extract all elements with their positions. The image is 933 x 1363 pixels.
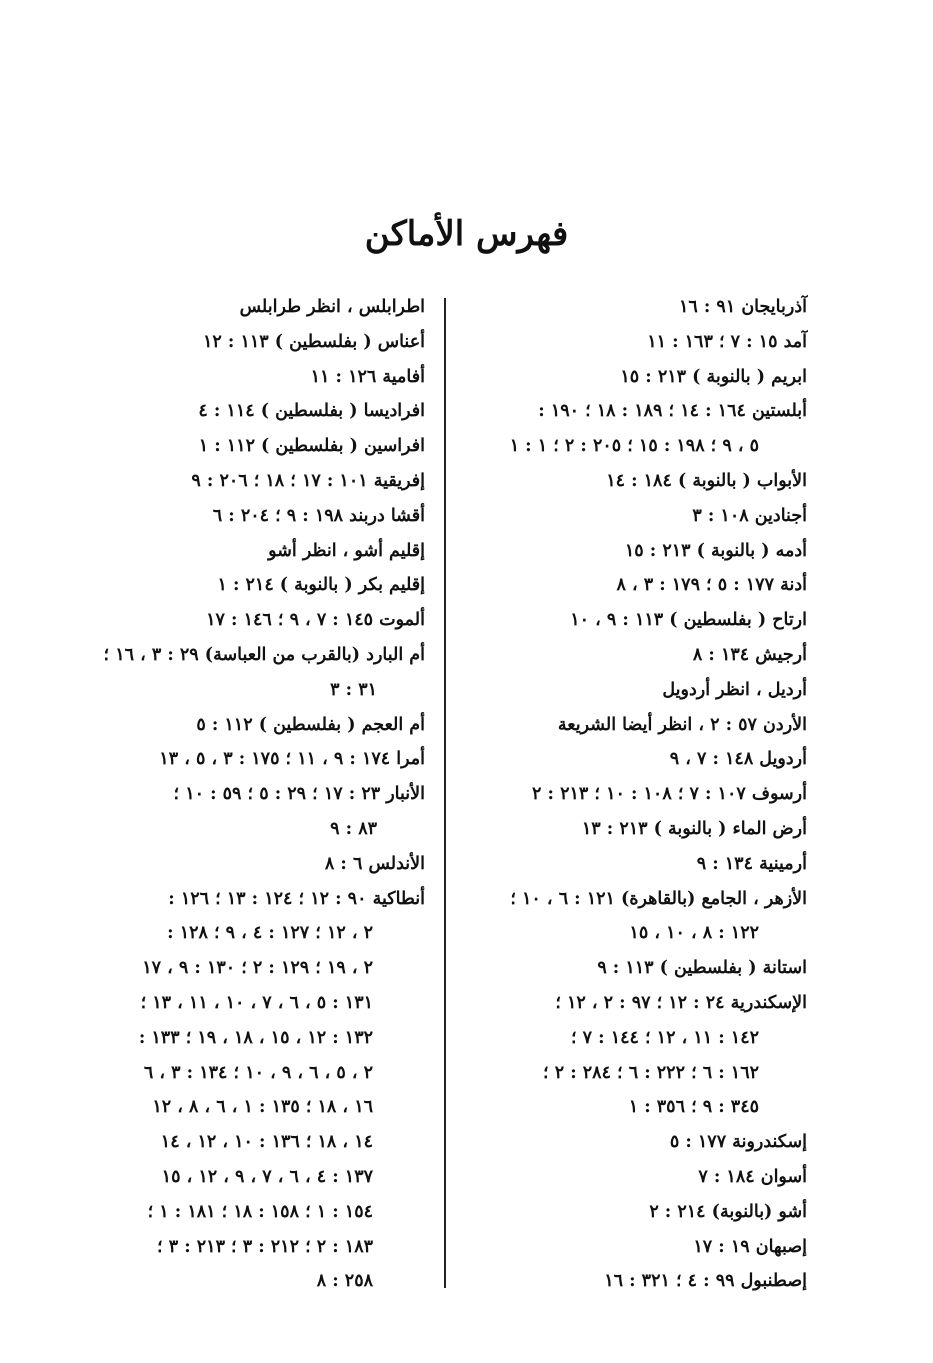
index-entry: الأنبار ٢٣ : ١٧ ؛ ٢٩ : ٥ ؛ ٥٩ : ١٠ ؛	[173, 784, 425, 805]
index-entry: أرسوف ١٠٧ : ٧ ؛ ١٠٨ : ١٠ ؛ ٢١٣ : ٢	[532, 784, 807, 805]
index-entry-continuation: ١٣١ : ٥ ، ٦ ، ٧ ، ١٠ ، ١١ ، ١٣ ؛	[140, 992, 373, 1013]
index-entry-continuation: ١٨٣ : ٢ ؛ ٢١٢ : ٣ ؛ ٢١٣ : ٣ ؛	[157, 1236, 373, 1257]
index-entry-continuation: ١٦٢ : ٦ ؛ ٢٢٢ : ٦ ؛ ٢٨٤ : ٢ ؛	[543, 1062, 759, 1083]
index-entry: أنطاكية ٩٠ : ١٢ ؛ ١٢٤ : ١٣ ؛ ١٢٦ :	[168, 888, 425, 909]
index-entry: أدنة ١٧٧ : ٥ ؛ ١٧٩ : ٣ ، ٨	[616, 575, 807, 596]
index-entry: إسكندرونة ١٧٧ : ٥	[669, 1132, 807, 1153]
index-entry: إصبهان ١٩ : ١٧	[693, 1236, 807, 1257]
index-entry: إقليم بكر ( بالنوبة ) ٢١٤ : ١	[217, 575, 425, 596]
index-entry: آذربايجان ٩١ : ١٦	[678, 297, 807, 317]
index-entry: افراديسا ( بفلسطين ) ١١٤ : ٤	[198, 401, 425, 422]
index-entry: أرجيش ١٣٤ : ٨	[692, 644, 807, 665]
index-entry-continuation: ٢٥٨ : ٨	[316, 1271, 373, 1292]
index-entry: إفريقية ١٠١ : ١٧ ؛ ١٨ ؛ ٢٠٦ : ٩	[191, 470, 425, 491]
index-entry-continuation: ١٣٧ : ٤ ، ٦ ، ٧ ، ٩ ، ١٢ ، ١٥	[161, 1166, 373, 1187]
index-entry: أفامية ١٢٦ : ١١	[310, 366, 425, 387]
index-entry: الأندلس ٦ : ٨	[324, 853, 425, 874]
index-entry: الأردن ٥٧ : ٢ ، انظر أيضا الشريعة	[557, 714, 807, 735]
index-entry: أبلستين ١٦٤ : ١٤ ؛ ١٨٩ : ١٨ ؛ ١٩٠ :	[538, 401, 807, 422]
index-entry: ابريم ( بالنوبة ) ٢١٣ : ١٥	[620, 366, 807, 387]
index-entry: أمرا ١٧٤ : ٩ ، ١١ ؛ ١٧٥ : ٣ ، ٥ ، ١٣	[159, 749, 425, 770]
index-entry-continuation: ١٣٢ : ١٢ ، ١٥ ، ١٨ ، ١٩ ؛ ١٣٣ :	[138, 1027, 373, 1048]
index-entry: آمد ١٥ : ٧ ؛ ١٦٣ : ١١	[647, 331, 807, 352]
index-column-left	[0, 290, 425, 1299]
index-entry-continuation: ١٥٤ : ١ ؛ ١٥٨ : ١٨ ؛ ١٨١ : ١ ؛	[147, 1201, 373, 1222]
index-entry-continuation: ٢ ، ٥ ، ٦ ، ٩ ، ١٠ ؛ ١٣٤ : ٣ ، ٦	[143, 1062, 373, 1083]
index-entry: أرض الماء ( بالنوبة ) ٢١٣ : ١٣	[581, 818, 807, 839]
index-entry-continuation: ١٤٢ : ١١ ، ١٢ ؛ ١٤٤ : ٧ ؛	[571, 1027, 759, 1048]
index-entry-continuation: ٣١ : ٣	[330, 679, 377, 700]
index-entry-continuation: ٥ ، ٩ ؛ ١٩٨ : ١٥ ؛ ٢٠٥ : ٢ ؛ ١ : ١	[509, 436, 759, 457]
index-entry-continuation: ١٢٢ : ٨ ، ١٠ ، ١٥	[629, 923, 759, 944]
index-entry-continuation: ٨٣ : ٩	[330, 818, 377, 839]
index-entry: أسوان ١٨٤ : ٧	[698, 1166, 807, 1187]
index-entry: إقليم أشو ، انظر أشو	[268, 540, 425, 561]
index-entry: ارتاح ( بفلسطين ) ١١٣ : ٩ ، ١٠	[570, 610, 807, 631]
index-entry: الأبواب ( بالنوبة ) ١٨٤ : ١٤	[606, 470, 807, 491]
index-entry: أرديل ، انظر أردويل	[662, 679, 807, 700]
index-entry: أم العجم ( بفلسطين ) ١١٢ : ٥	[196, 714, 425, 735]
index-entry: استانة ( بفلسطين ) ١١٣ : ٩	[597, 958, 807, 979]
index-entry: أشو (بالنوبة) ٢١٤ : ٢	[649, 1201, 807, 1222]
index-column-right	[455, 290, 807, 1299]
column-divider	[444, 298, 446, 1288]
index-entry-continuation: ١٦ ، ١٨ ؛ ١٣٥ : ١ ، ٦ ، ٨ ، ١٢	[152, 1097, 373, 1118]
index-entry: أجنادين ١٠٨ : ٣	[692, 505, 807, 526]
index-entry-continuation: ١٤ ، ١٨ ؛ ١٣٦ : ١٠ ، ١٢ ، ١٤	[160, 1132, 373, 1153]
index-entry: أم البارد (بالقرب من العباسة) ٢٩ : ٣ ، ١٦ ؛	[103, 644, 425, 665]
index-entry-continuation: ٢ ، ١٩ ؛ ١٢٩ : ٢ ؛ ١٣٠ : ٩ ، ١٧	[142, 958, 373, 979]
index-entry: أقشا دربند ١٩٨ : ٩ ؛ ٢٠٤ : ٦	[212, 505, 425, 526]
index-entry: افراسين ( بفلسطين ) ١١٢ : ١	[198, 436, 425, 457]
index-entry: الإسكندرية ٢٤ : ١٢ ؛ ٩٧ : ٢ ، ١٢ ؛	[555, 992, 807, 1013]
index-entry: إصطنبول ٩٩ : ٤ ؛ ٣٢١ : ١٦	[604, 1271, 807, 1292]
index-entry: أردويل ١٤٨ : ٧ ، ٩	[669, 749, 807, 770]
index-entry: أعناس ( بفلسطين ) ١١٣ : ١٢	[203, 331, 425, 352]
page-title: فهرس الأماكن	[364, 214, 569, 254]
index-entry: ألموت ١٤٥ : ٧ ، ٩ ؛ ١٤٦ : ١٧	[206, 610, 425, 631]
index-entry-continuation: ٢ ، ١٢ ؛ ١٢٧ : ٤ ، ٩ ؛ ١٢٨ :	[167, 923, 373, 944]
index-entry: أرمينية ١٣٤ : ٩	[696, 853, 807, 874]
index-entry: أدمه ( بالنوبة ) ٢١٣ : ١٥	[624, 540, 807, 561]
index-entry-continuation: ٣٤٥ : ٩ ؛ ٣٥٦ : ١	[628, 1097, 759, 1118]
index-entry: الأزهر ، الجامع (بالقاهرة) ١٢١ : ٦ ، ١٠ ؛	[510, 888, 807, 909]
index-entry: اطرابلس ، انظر طرابلس	[239, 297, 425, 317]
